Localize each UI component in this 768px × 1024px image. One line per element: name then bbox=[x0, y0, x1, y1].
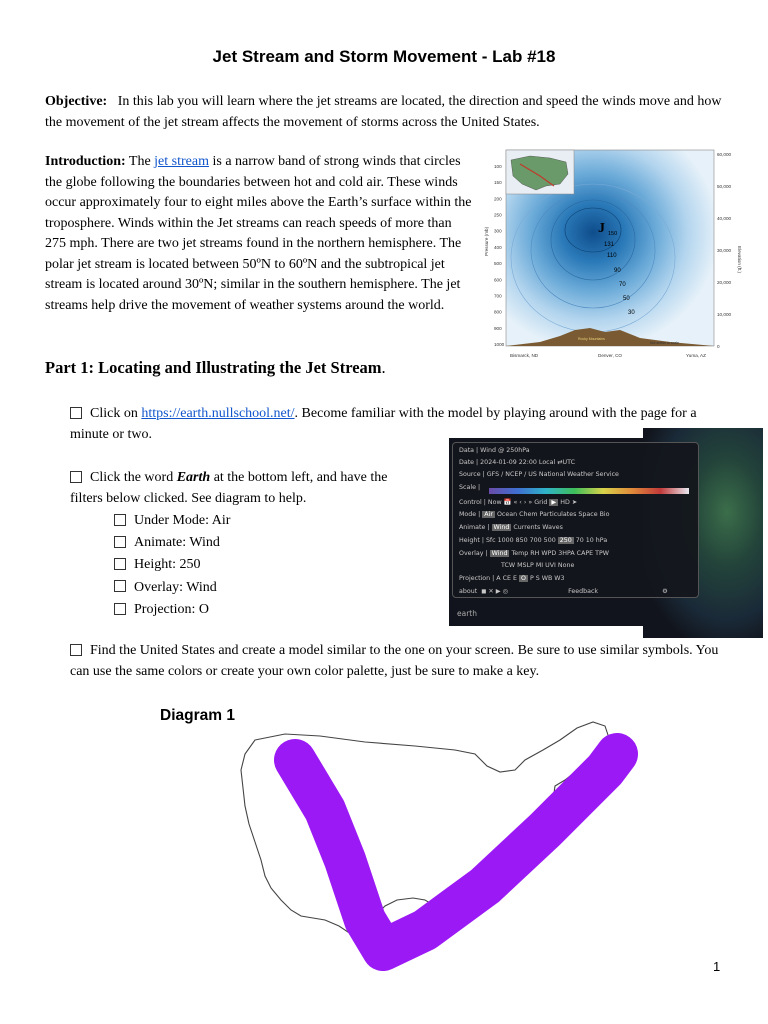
task-3-checkbox[interactable] bbox=[70, 644, 82, 656]
left-axis-tick: 250 bbox=[494, 212, 502, 218]
gear-icon[interactable]: ⚙ bbox=[662, 588, 668, 595]
bottom-tick: Bismarck, ND bbox=[510, 353, 539, 358]
earth-menu-panel bbox=[452, 442, 699, 598]
filter-label: Overlay: Wind bbox=[134, 579, 217, 595]
earth-color-scale bbox=[489, 488, 689, 494]
jet-stream-drawing bbox=[295, 754, 617, 950]
earth-animate-row bbox=[459, 524, 563, 531]
earth-projection-options[interactable]: Projection | A CE E bbox=[459, 575, 517, 582]
social-icons[interactable]: ◼ ✕ ▶ ◎ bbox=[481, 588, 509, 595]
earth-mode-row bbox=[459, 511, 610, 518]
contour-label: 90 bbox=[614, 268, 621, 274]
right-axis-tick: 20,000 bbox=[717, 280, 732, 285]
filter-item bbox=[114, 554, 230, 576]
earth-source-row: Source | GFS / NCEP / US National Weather Service bbox=[459, 471, 619, 478]
overlay-other-options[interactable]: Temp RH WPD 3HPA CAPE TPW bbox=[511, 550, 610, 557]
filters-list bbox=[114, 510, 230, 621]
filter-label: Under Mode: Air bbox=[134, 513, 231, 528]
left-axis-tick: 500 bbox=[494, 261, 502, 267]
jet-core-label: J bbox=[598, 221, 605, 236]
earth-about-link[interactable]: about bbox=[459, 588, 478, 595]
contour-label: 30 bbox=[628, 310, 635, 316]
earth-about-row bbox=[459, 588, 668, 595]
contour-label: 70 bbox=[619, 282, 626, 288]
earth-menu-toggle[interactable]: earth bbox=[457, 609, 477, 618]
earth-animate-label: Animate | bbox=[459, 524, 490, 531]
earth-nullschool-link[interactable]: https://earth.nullschool.net/ bbox=[141, 406, 295, 421]
filter-checkbox[interactable] bbox=[114, 580, 126, 592]
filter-item bbox=[114, 599, 230, 621]
earth-height-row bbox=[459, 537, 607, 544]
task-1-pre: Click on bbox=[90, 406, 138, 421]
left-axis-tick: 900 bbox=[494, 325, 502, 331]
diagram-1-label: Diagram 1 bbox=[160, 707, 235, 724]
earth-feedback-link[interactable]: Feedback bbox=[568, 588, 599, 595]
filter-item bbox=[114, 510, 230, 532]
task-2-checkbox[interactable] bbox=[70, 471, 82, 483]
mode-air-option[interactable]: Air bbox=[484, 511, 493, 518]
locate-icon[interactable]: ➤ bbox=[571, 499, 578, 506]
height-250-option[interactable]: 250 bbox=[559, 537, 572, 544]
task-3 bbox=[70, 640, 730, 682]
animate-wind-option[interactable]: Wind bbox=[493, 524, 510, 531]
right-axis-tick: 30,000 bbox=[717, 248, 732, 253]
earth-data-row: Data | Wind @ 250hPa bbox=[459, 447, 530, 454]
jet-stream-link[interactable]: jet stream bbox=[154, 154, 209, 169]
scale-footnote: Not drawn to scale bbox=[650, 341, 679, 345]
task-2-pre: Click the word bbox=[90, 470, 174, 485]
earth-settings-screenshot bbox=[449, 438, 723, 626]
page-title: Jet Stream and Storm Movement - Lab #18 bbox=[212, 47, 556, 66]
mountain-label: Rocky Mountains bbox=[578, 337, 605, 341]
left-axis-tick: 800 bbox=[494, 309, 502, 315]
introduction-text: is a narrow band of strong winds that circles the globe following the boundaries between hot and cold air. These winds occur approximately four to eight miles above the Earth’s surface within the troposphere. Winds within the Jet streams can reach speeds of more than 275 mph. There are two jet streams found in the northern hemisphere. The polar jet stream is located between 50ºN to 60ºN and the subtropical jet stream is located around 30ºN; similar in the southern hemisphere. The jet streams help drive the movement of weather systems around the world. bbox=[45, 154, 472, 313]
earth-mode-label: Mode | bbox=[459, 511, 481, 518]
introduction-label: Introduction: bbox=[45, 154, 126, 169]
introduction-paragraph bbox=[45, 152, 475, 316]
page-number: 1 bbox=[713, 959, 721, 974]
introduction-pre: The bbox=[128, 154, 151, 169]
left-axis-tick: 150 bbox=[494, 180, 502, 186]
task-1-checkbox[interactable] bbox=[70, 407, 82, 419]
task-2-earth-word: Earth bbox=[176, 470, 211, 485]
left-axis-tick: 700 bbox=[494, 293, 502, 299]
contour-label: 110 bbox=[607, 253, 617, 259]
contour-label: 131 bbox=[604, 242, 615, 248]
bottom-tick: Yuma, AZ bbox=[686, 353, 706, 358]
earth-control-label: Control | Now 📅 « ‹ › » Grid bbox=[459, 499, 548, 506]
objective-label: Objective: bbox=[45, 94, 108, 109]
task-2-post: at the bottom left, and have the filters below clicked. See diagram to help. bbox=[70, 470, 388, 506]
us-map-drawing bbox=[225, 720, 665, 980]
earth-overlay-row bbox=[459, 550, 609, 557]
left-axis-tick: 200 bbox=[494, 196, 502, 202]
filter-item bbox=[114, 532, 230, 554]
filter-checkbox[interactable] bbox=[114, 603, 126, 615]
animate-other-options[interactable]: Currents Waves bbox=[513, 524, 563, 531]
overlay-wind-option[interactable]: Wind bbox=[491, 550, 508, 557]
filter-checkbox[interactable] bbox=[114, 536, 126, 548]
earth-height-options[interactable]: Height | Sfc 1000 850 700 500 bbox=[459, 537, 556, 544]
filter-label: Projection: O bbox=[134, 601, 210, 617]
earth-projection-row bbox=[459, 575, 565, 582]
earth-control-row bbox=[459, 498, 577, 506]
left-axis-tick: 100 bbox=[494, 164, 502, 169]
filter-label: Animate: Wind bbox=[134, 535, 220, 551]
contour-label: 50 bbox=[623, 296, 630, 302]
bottom-tick: Denver, CO bbox=[598, 353, 622, 358]
earth-date-row: Date | 2024-01-09 22:00 Local ⇄UTC bbox=[459, 459, 576, 466]
earth-scale-row: Scale | bbox=[459, 484, 481, 491]
part1-heading-period: . bbox=[381, 358, 386, 377]
earth-overlay-row-2[interactable]: TCW MSLP MI UVI None bbox=[501, 562, 575, 569]
part1-heading bbox=[45, 358, 386, 378]
right-axis-tick: 40,000 bbox=[717, 216, 732, 221]
earth-hd-toggle[interactable]: HD bbox=[560, 499, 570, 506]
mode-other-options[interactable]: Ocean Chem Particulates Space Bio bbox=[496, 511, 610, 518]
right-axis-label: Elevation (ft.) bbox=[737, 246, 742, 274]
left-axis-tick: 400 bbox=[494, 244, 502, 250]
jet-core-sub: 150 bbox=[608, 231, 618, 237]
filter-item bbox=[114, 577, 230, 599]
task-3-text: Find the United States and create a model similar to the one on your screen. Be sure to use similar symbols. You can use the same colors or create your own color palette, just be sure to make a key. bbox=[70, 643, 719, 679]
jet-stream-cross-section-figure bbox=[480, 146, 740, 362]
task-1-post: . Become familiar with the model by playing around with the page for a minute or two. bbox=[70, 406, 697, 442]
filter-checkbox[interactable] bbox=[114, 558, 126, 570]
projection-o-option[interactable]: O bbox=[520, 575, 526, 582]
left-axis-tick: 300 bbox=[494, 228, 502, 234]
right-axis-tick: 10,000 bbox=[717, 312, 732, 317]
right-axis-tick: 0 bbox=[717, 344, 720, 349]
right-axis-tick: 50,000 bbox=[717, 184, 732, 189]
part1-heading-text: Part 1: Locating and Illustrating the Jet Stream bbox=[45, 358, 382, 377]
earth-height-more[interactable]: 70 10 hPa bbox=[575, 537, 608, 544]
filter-checkbox[interactable] bbox=[114, 514, 126, 526]
left-axis-label: Pressure (mb) bbox=[484, 226, 489, 256]
left-axis-tick: 600 bbox=[494, 277, 502, 283]
right-axis-tick: 60,000 bbox=[717, 152, 732, 157]
filter-label: Height: 250 bbox=[134, 557, 201, 573]
left-axis-tick: 1000 bbox=[494, 342, 505, 347]
play-icon[interactable]: ▶ bbox=[551, 499, 557, 506]
earth-projection-more[interactable]: P S WB W3 bbox=[529, 575, 565, 582]
earth-overlay-label: Overlay | bbox=[459, 550, 488, 557]
objective-paragraph bbox=[45, 92, 725, 133]
task-2 bbox=[70, 467, 420, 509]
objective-text: In this lab you will learn where the jet streams are located, the direction and speed the winds move and how the movement of the jet stream affects the movement of storms across the United States. bbox=[45, 94, 722, 130]
